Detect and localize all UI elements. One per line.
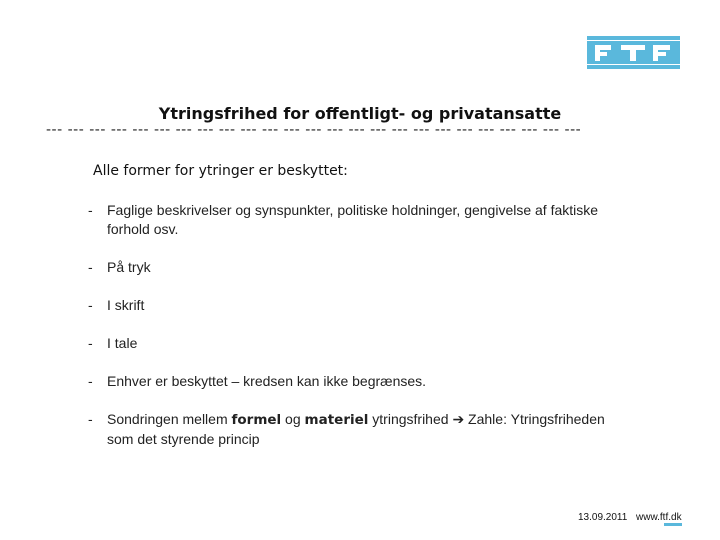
bullet-marker: - <box>88 202 93 218</box>
list-item <box>88 201 628 239</box>
bullet-text-part: Zahle: Ytringsfriheden som det styrende princip <box>107 411 605 447</box>
bullet-marker: - <box>88 297 93 313</box>
list-item <box>88 372 628 391</box>
bullet-marker: - <box>88 373 93 389</box>
bullet-text: Faglige beskrivelser og synspunkter, politiske holdninger, gengivelse af faktiske forhold osv. <box>107 202 599 237</box>
bullet-text <box>107 410 628 449</box>
footer-date: 13.09.2011 <box>578 512 628 523</box>
slide-title: Ytringsfrihed for offentligt- og privatansatte <box>158 104 562 123</box>
arrow-right-icon: ➔ <box>452 411 465 427</box>
ftf-logo <box>587 36 680 69</box>
list-item <box>88 296 628 315</box>
bullet-marker: - <box>88 335 93 351</box>
bullet-marker: - <box>88 411 93 427</box>
bullet-text-part: ytringsfrihed <box>368 411 453 427</box>
list-item <box>88 334 628 353</box>
bullet-marker: - <box>88 259 93 275</box>
bullet-text: I skrift <box>107 297 145 313</box>
bold-term-formel: formel <box>231 412 282 428</box>
list-item <box>88 258 628 277</box>
bullet-text: I tale <box>107 335 138 351</box>
bold-term-materiel: materiel <box>304 412 369 428</box>
bullet-text-part: Sondringen mellem <box>107 411 232 427</box>
bullet-text: På tryk <box>107 259 151 275</box>
intro-text: Alle former for ytringer er beskyttet: <box>93 163 348 179</box>
title-separator: --- --- --- --- --- --- --- --- --- --- --- --- --- --- --- --- --- --- --- --- --- --- --- --- --- <box>46 122 582 138</box>
list-item <box>88 410 628 449</box>
footer-url[interactable]: www.ftf.dk <box>636 512 682 523</box>
bullet-text-part: og <box>281 411 305 427</box>
bullet-text: Enhver er beskyttet – kredsen kan ikke begrænses. <box>107 373 427 389</box>
footer-underline-mark <box>664 523 682 526</box>
